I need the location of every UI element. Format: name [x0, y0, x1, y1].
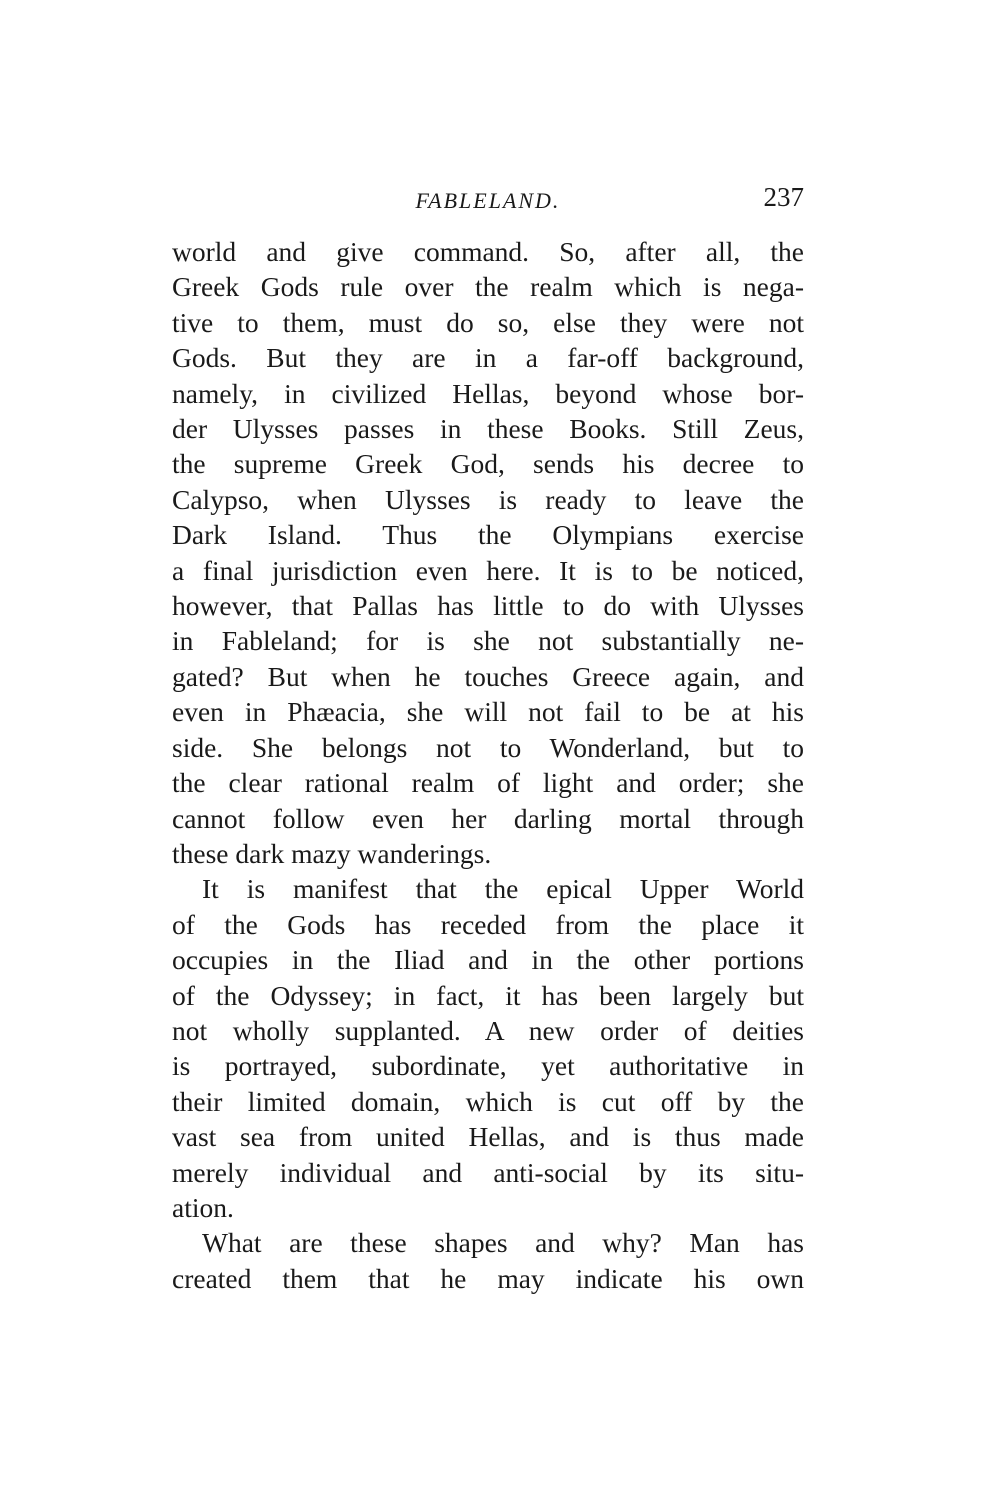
text-line: Calypso, when Ulysses is ready to leave the [172, 483, 804, 515]
text-line: of the Odyssey; in fact, it has been largely but [172, 979, 804, 1011]
text-line: Gods. But they are in a far-off background, [172, 342, 804, 374]
text-line: in Fableland; for is she not substantially ne- [172, 625, 804, 657]
text-line: merely individual and anti-social by its situ- [172, 1156, 804, 1188]
text-line: the supreme Greek God, sends his decree to [172, 448, 804, 480]
text-line: however, that Pallas has little to do with Ulysses [172, 590, 804, 622]
text-line: is portrayed, subordinate, yet authoritative in [172, 1050, 804, 1082]
text-line: not wholly supplanted. A new order of deities [172, 1014, 804, 1046]
text-line: cannot follow even her darling mortal through [172, 802, 804, 834]
text-line: of the Gods has receded from the place it [172, 908, 804, 940]
text-line: Dark Island. Thus the Olympians exercise [172, 519, 804, 551]
text-line: namely, in civilized Hellas, beyond whose bor- [172, 377, 804, 409]
text-line: a final jurisdiction even here. It is to be noticed, [172, 554, 804, 586]
body-text [172, 234, 804, 1296]
text-line: created them that he may indicate his own [172, 1262, 804, 1294]
text-line: tive to them, must do so, else they were not [172, 306, 804, 338]
text-line: occupies in the Iliad and in the other portions [172, 944, 804, 976]
running-title: FABLELAND. [415, 188, 561, 213]
text-line: world and give command. So, after all, the [172, 236, 804, 267]
text-line: vast sea from united Hellas, and is thus made [172, 1121, 804, 1153]
text-line: even in Phæacia, she will not fail to be at his [172, 696, 804, 728]
page-number: 237 [763, 182, 804, 212]
running-head [172, 182, 804, 218]
text-line: the clear rational realm of light and order; she [172, 767, 804, 799]
text-line: ation. [172, 1191, 234, 1223]
text-line: Greek Gods rule over the realm which is nega- [172, 271, 804, 303]
text-line: It is manifest that the epical Upper World [202, 873, 804, 905]
text-line: der Ulysses passes in these Books. Still Zeus, [172, 413, 804, 445]
text-line: their limited domain, which is cut off by the [172, 1085, 804, 1117]
text-line: these dark mazy wanderings. [172, 837, 492, 869]
text-line: gated? But when he touches Greece again, and [172, 660, 804, 692]
text-line: side. She belongs not to Wonderland, but to [172, 731, 804, 763]
text-line: What are these shapes and why? Man has [202, 1227, 804, 1259]
